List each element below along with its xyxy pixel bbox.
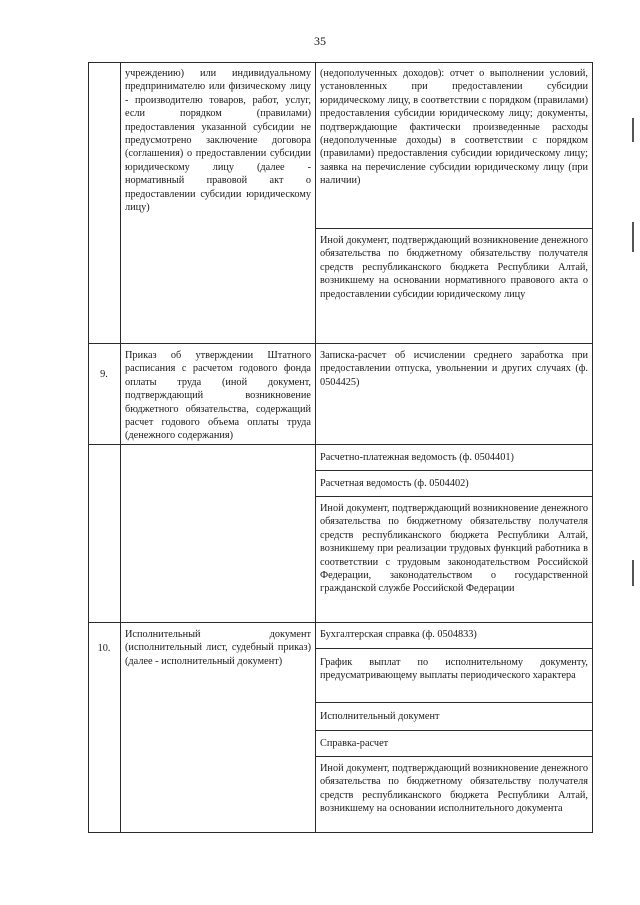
scan-edge-mark [632,222,634,252]
table-right-border [592,62,593,833]
table-left-border [88,62,89,833]
document-cell: Расчетная ведомость (ф. 0504402) [320,478,469,489]
obligation-cell: учреждению) или индивидуальному предпринимателю или физическому лицу - производителю товаров, работ, услуг, если порядком (правилами) предоставления указанной субсидии не предусмотрено заключение договора (соглашения) о предоставлении субсидии юридическому лицу (далее - нормативный правовой акт о предоставлении субсидии юридическому лицу) [125,68,311,214]
doc-separator [315,702,593,703]
row-separator [88,444,593,445]
document-cell: Исполнительный документ [320,711,440,722]
doc-separator [315,470,593,471]
document-cell: Иной документ, подтверждающий возникновение денежного обязательства по бюджетному обязательству получателя средств республиканского бюджета Республики Алтай, возникшему на основании исполнительного документа [320,763,588,815]
doc-separator [315,496,593,497]
table-bottom-border [88,832,593,833]
document-cell: Иной документ, подтверждающий возникновение денежного обязательства по бюджетному обязательству получателя средств республиканского бюджета Республики Алтай, возникшему на основании нормативного правового акта о предоставлении субсидии юридическому лицу [320,235,588,300]
document-cell: Иной документ, подтверждающий возникновение денежного обязательства по бюджетному обязательству получателя средств республиканского бюджета Республики Алтай, возникшему при реализации трудовых функций работника в соответствии с трудовым законодательством Российской Федерации, законодательством о государственной гражданской службе Российской Федерации [320,503,588,595]
page-number: 35 [314,34,326,48]
document-cell: Справка-расчет [320,738,389,749]
document-cell: Бухгалтерская справка (ф. 0504833) [320,629,477,640]
scan-edge-mark [632,560,634,586]
row-number: 9. [100,369,108,380]
document-cell: График выплат по исполнительному документу, предусматривающему выплаты периодического характера [320,657,588,682]
obligation-cell: Исполнительный документ (исполнительный лист, судебный приказ) (далее - исполнительный документ) [125,629,311,667]
document-cell: Расчетно-платежная ведомость (ф. 0504401) [320,452,514,463]
row-separator [88,622,593,623]
document-cell: Записка-расчет об исчислении среднего заработка при предоставлении отпуска, увольнении и других случаях (ф. 0504425) [320,350,588,388]
doc-separator [315,730,593,731]
column-divider-obligation [315,62,316,833]
row-number: 10. [97,643,111,654]
column-divider-number [120,62,121,833]
scan-edge-mark [632,118,634,142]
table-top-border [88,62,593,63]
doc-separator [315,228,593,229]
doc-separator [315,648,593,649]
doc-separator [315,756,593,757]
row-separator [88,343,593,344]
obligation-cell: Приказ об утверждении Штатного расписания с расчетом годового фонда оплаты труда (иной документ, подтверждающий возникновение бюджетного обязательства, содержащий расчет годового объема оплаты труда (денежного содержания) [125,350,311,442]
document-cell: (недополученных доходов): отчет о выполнении условий, установленных при предоставлении субсидии юридическому лицу, в соответствии с порядком (правилами) предоставления субсидии юридическому лицу; документы, подтверждающие фактически произведенные расходы (недополученные доходы) в соответствии с порядком (правилами) предоставления субсидии юридическому лицу; заявка на перечисление субсидии юридическому лицу (при наличии) [320,68,588,187]
